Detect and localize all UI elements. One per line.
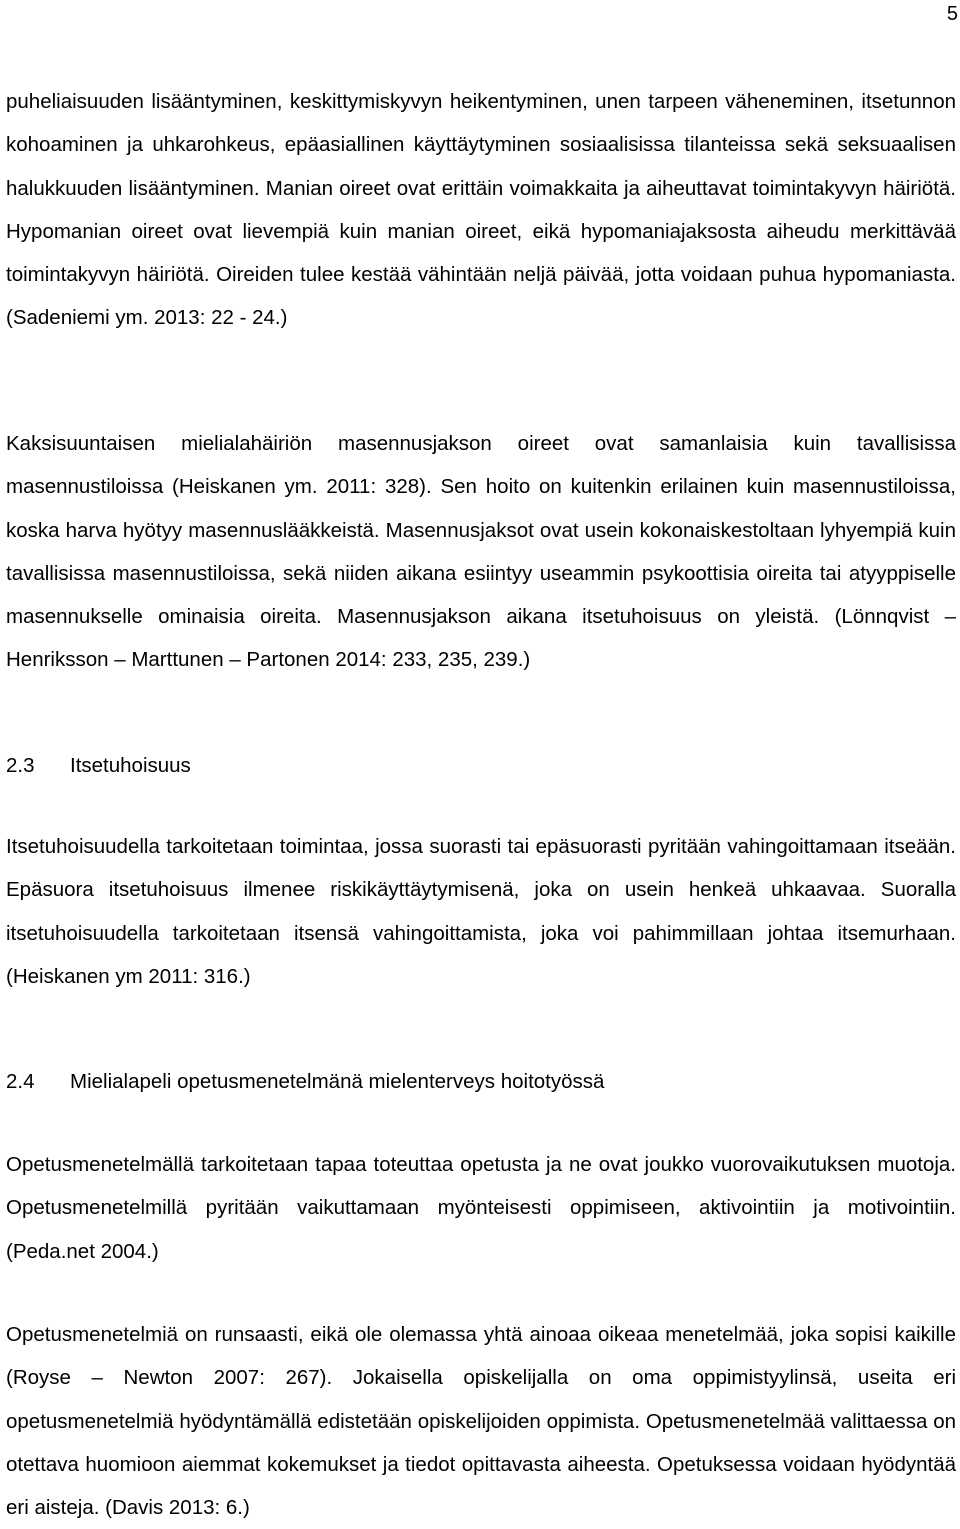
paragraph-bipolar-depression: Kaksisuuntaisen mielialahäiriön masennusjakson oireet ovat samanlaisia kuin tavallisissa masennustiloissa (Heiskanen ym. 2011: 328). Sen hoito on kuitenkin erilainen kuin masennustiloissa, koska harva hyötyy masennuslääkkeistä. Masennusjaksot ovat usein kokonaiskestoltaan lyhyempiä kuin tavallisissa masennustiloissa, sekä niiden aikana esiintyy useammin psykoottisia oireita tai atyyppiselle masennukselle ominaisia oireita. Masennusjakson aikana itsetuhoisuus on yleistä. (Lönnqvist – Henriksson – Marttunen – Partonen 2014: 233, 235, 239.) [6,432,956,672]
paragraph-teaching-methods-variety: Opetusmenetelmiä on runsaasti, eikä ole olemassa yhtä ainoaa oikeaa menetelmää, joka sopisi kaikille (Royse – Newton 2007: 267). Jokaisella opiskelijalla on oma oppimistyylinsä, useita eri opetusmenetelmiä hyödyntämällä edistetään opiskelijoiden oppimista. Opetusmenetelmää valittaessa on otettava huomioon aiemmat kokemukset ja tiedot opittavasta aiheesta. Opetuksessa voidaan hyödyntää eri aisteja. (Davis 2013: 6.) [6,1323,956,1520]
section-heading-2-3 [6,751,191,781]
section-title: Itsetuhoisuus [70,754,191,777]
section-number: 2.3 [6,754,35,777]
section-heading-2-4 [6,1067,604,1097]
page-number: 5 [946,3,958,25]
paragraph-self-harm: Itsetuhoisuudella tarkoitetaan toimintaa, jossa suorasti tai epäsuorasti pyritään vahingoittamaan itseään. Epäsuora itsetuhoisuus ilmenee riskikäyttäytymisenä, joka on usein henkeä uhkaavaa. Suoralla itsetuhoisuudella tarkoitetaan itsensä vahingoittamista, joka voi pahimmillaan johtaa itsemurhaan. (Heiskanen ym 2011: 316.) [6,835,956,988]
section-title: Mielialapeli opetusmenetelmänä mielenterveys hoitotyössä [70,1070,605,1093]
paragraph-teaching-method: Opetusmenetelmällä tarkoitetaan tapaa toteuttaa opetusta ja ne ovat joukko vuorovaikutuksen muotoja. Opetusmenetelmillä pyritään vaikuttamaan myönteisesti oppimiseen, aktivointiin ja motivointiin. (Peda.net 2004.) [6,1153,956,1263]
paragraph-bipolar-mania: puheliaisuuden lisääntyminen, keskittymiskyvyn heikentyminen, unen tarpeen väheneminen, itsetunnon kohoaminen ja uhkarohkeus, epäasiallinen käyttäytyminen sosiaalisissa tilanteissa sekä seksuaalisen halukkuuden lisääntyminen. Manian oireet ovat erittäin voimakkaita ja aiheuttavat toimintakyvyn häiriötä. Hypomanian oireet ovat lievempiä kuin manian oireet, eikä hypomaniajaksosta aiheudu merkittävää toimintakyvyn häiriötä. Oireiden tulee kestää vähintään neljä päivää, jotta voidaan puhua hypomaniasta. (Sadeniemi ym. 2013: 22 - 24.) [6,90,956,330]
section-number: 2.4 [6,1070,35,1093]
